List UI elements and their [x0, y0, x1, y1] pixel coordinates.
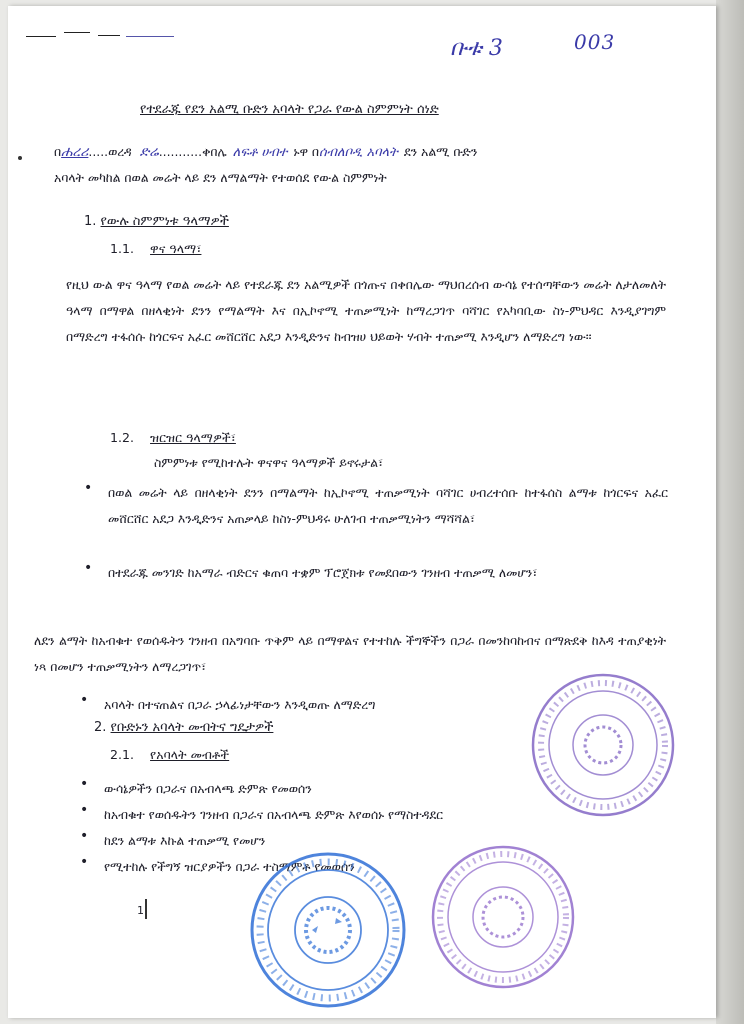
bullet-dot: • — [80, 802, 89, 818]
list-item-text: የሚተከሉ የችግኝ ዝርያዎችን በጋራ ተስማምቶ የመወሰን — [104, 859, 355, 874]
page-number-mark — [145, 899, 147, 919]
scanner-edge — [716, 0, 744, 1024]
intro-prefix: በ — [54, 144, 62, 159]
official-stamp-violet — [428, 842, 578, 992]
bullet-dot: • — [84, 560, 93, 576]
main-objective-paragraph: የዚህ ውል ዋና ዓላማ የወል መሬት ላይ የተደራጁ ደን አልሚዎች በጎጡና በቀበሌው ማህበረሰብ ውሳኔ የተሰጣቸውን መሬት ለታለመለት ዓላማ በማዋል በዘላቂነት ደንን የማልማት እና በኢኮኖሚ ተጠቃሚነት ከማረጋገጥ ባሻገር የአካባቢው ስነ-ምህዳር እንዲያገግም በማድረግ ተፋሰሱ ከጎርፍና አፈር መሸርሸር አደጋ እንዲድንና ከብዝሀ ህይወት ሃብት ተጠቃሚ እንዲሆን ለማድረግ ነው፡፡ — [66, 277, 666, 344]
subsection-number: 2.1. — [110, 747, 135, 762]
filled-kebele: ለፍቶ ሀብተ — [232, 145, 288, 160]
page-reference: 003 — [574, 30, 616, 54]
loan-paragraph: ለደን ልማት ከአብቁተ የወሰዱትን ገንዘብ በአግባቡ ጥቅም ላይ በማዋልና የተተከሉ ችግኞችን በጋራ በመንከባከብና በማጽደቅ ከእዳ ተጠያቂነት ነጻ በመሆን ተጠቃሚነትን ለማረጋገጥ፣ — [34, 633, 666, 674]
subsection-title: ዋና ዓላማ፣ — [150, 241, 202, 256]
bullet-dot: • — [84, 480, 93, 496]
subsection-title: ዝርዝር ዓላማዎች፣ — [150, 430, 236, 445]
subsection-number: 1.2. — [110, 430, 135, 445]
official-stamp-purple — [528, 670, 678, 820]
list-item-text: ከደን ልማቱ እኩል ተጠቃሚ የመሆን — [104, 833, 266, 848]
section-title: የቡድኑን አባላት መብትና ግዴታዎች — [110, 720, 274, 735]
subsection-1-2-heading — [110, 430, 236, 446]
list-item-text: ውሳኔዎችን በጋራና በአብላጫ ድምጽ የመወሰን — [104, 781, 312, 796]
intro-line-1 — [54, 144, 477, 160]
document-title: የተደራጁ የደን አልሚ ቡድን አባላት የጋራ የውል ስምምነት ሰነድ — [140, 102, 439, 117]
filled-woreda: ድሬ — [139, 144, 159, 160]
handwritten-code: ቡቱ 3 — [450, 36, 503, 61]
bullet-dot: • — [80, 828, 89, 844]
list-item-text: ከአብቁተ የወሰዱትን ገንዘብ በጋራና በአብላጫ ድምጽ እየወሰኑ የማስተዳደር — [104, 807, 444, 822]
official-stamp-blue — [246, 848, 410, 1012]
intro-line-2: አባላት መካከል በወል መሬት ላይ ደን ለማልማት የተወሰደ የውል ስምምነት — [54, 170, 387, 185]
section-number: 2. — [94, 720, 107, 735]
subsection-number: 1.1. — [110, 241, 135, 256]
margin-mark — [18, 156, 22, 160]
bullet-dot: • — [80, 692, 89, 708]
subsection-1-1-heading — [110, 241, 201, 257]
list-item-text: በተደራጁ መንገድ ከአማራ ብድርና ቁጠባ ተቋም ፕሮጀክቱ የመደበውን ገንዘብ ተጠቃሚ ለመሆን፣ — [108, 565, 538, 580]
list-item-text: አባላት በተናጠልና በጋራ ኃላፊነታቸውን እንዲወጡ ለማድረግ — [104, 697, 376, 712]
header-dash — [126, 36, 174, 37]
subsection-title: የአባላት መብቶች — [150, 747, 230, 762]
kebele-label: ቀበሌ — [202, 144, 227, 159]
dots: ..... — [88, 144, 109, 159]
section-2-heading — [94, 720, 273, 735]
filled-group: ሰብለቦዲ አባላት — [319, 145, 398, 160]
header-dash — [64, 32, 90, 33]
section-title: የውሉ ስምምነቱ ዓላማዎች — [100, 214, 229, 229]
intro-suffix: ደን አልሚ ቡድን — [403, 144, 478, 159]
subsection-2-1-heading — [110, 747, 229, 763]
section-number: 1. — [84, 214, 97, 229]
bullet-dot: • — [80, 776, 89, 792]
header-dash — [98, 35, 120, 36]
woreda-label: ወረዳ — [108, 144, 132, 159]
intro-suffix: ኑዋ በ — [293, 144, 320, 159]
dots: ........... — [158, 144, 203, 159]
bullet-dot: • — [80, 854, 89, 870]
header-dash — [26, 36, 56, 37]
document-page — [8, 6, 716, 1018]
page-number: 1 — [137, 904, 144, 917]
objectives-intro: ስምምነቱ የሚከተሉት ዋናዋና ዓላማዎች ይኖሩታል፣ — [154, 455, 384, 470]
list-item-text: በወል መሬት ላይ በዘላቂነት ደንን በማልማት ከኢኮኖሚ ተጠቃሚነት ባሻገር ሀብረተሰቡ ከተፋሰስ ልማቱ ከጎርፍና አፈር መሸርሸር አደጋ እንዲድንና አጠቃላይ ከስነ-ምህዳሩ ሁለገብ ተጠቃሚነትን ማሻሻል፣ — [108, 485, 668, 526]
filled-region: ሐረሪ — [61, 144, 89, 160]
section-1-heading — [84, 214, 229, 229]
